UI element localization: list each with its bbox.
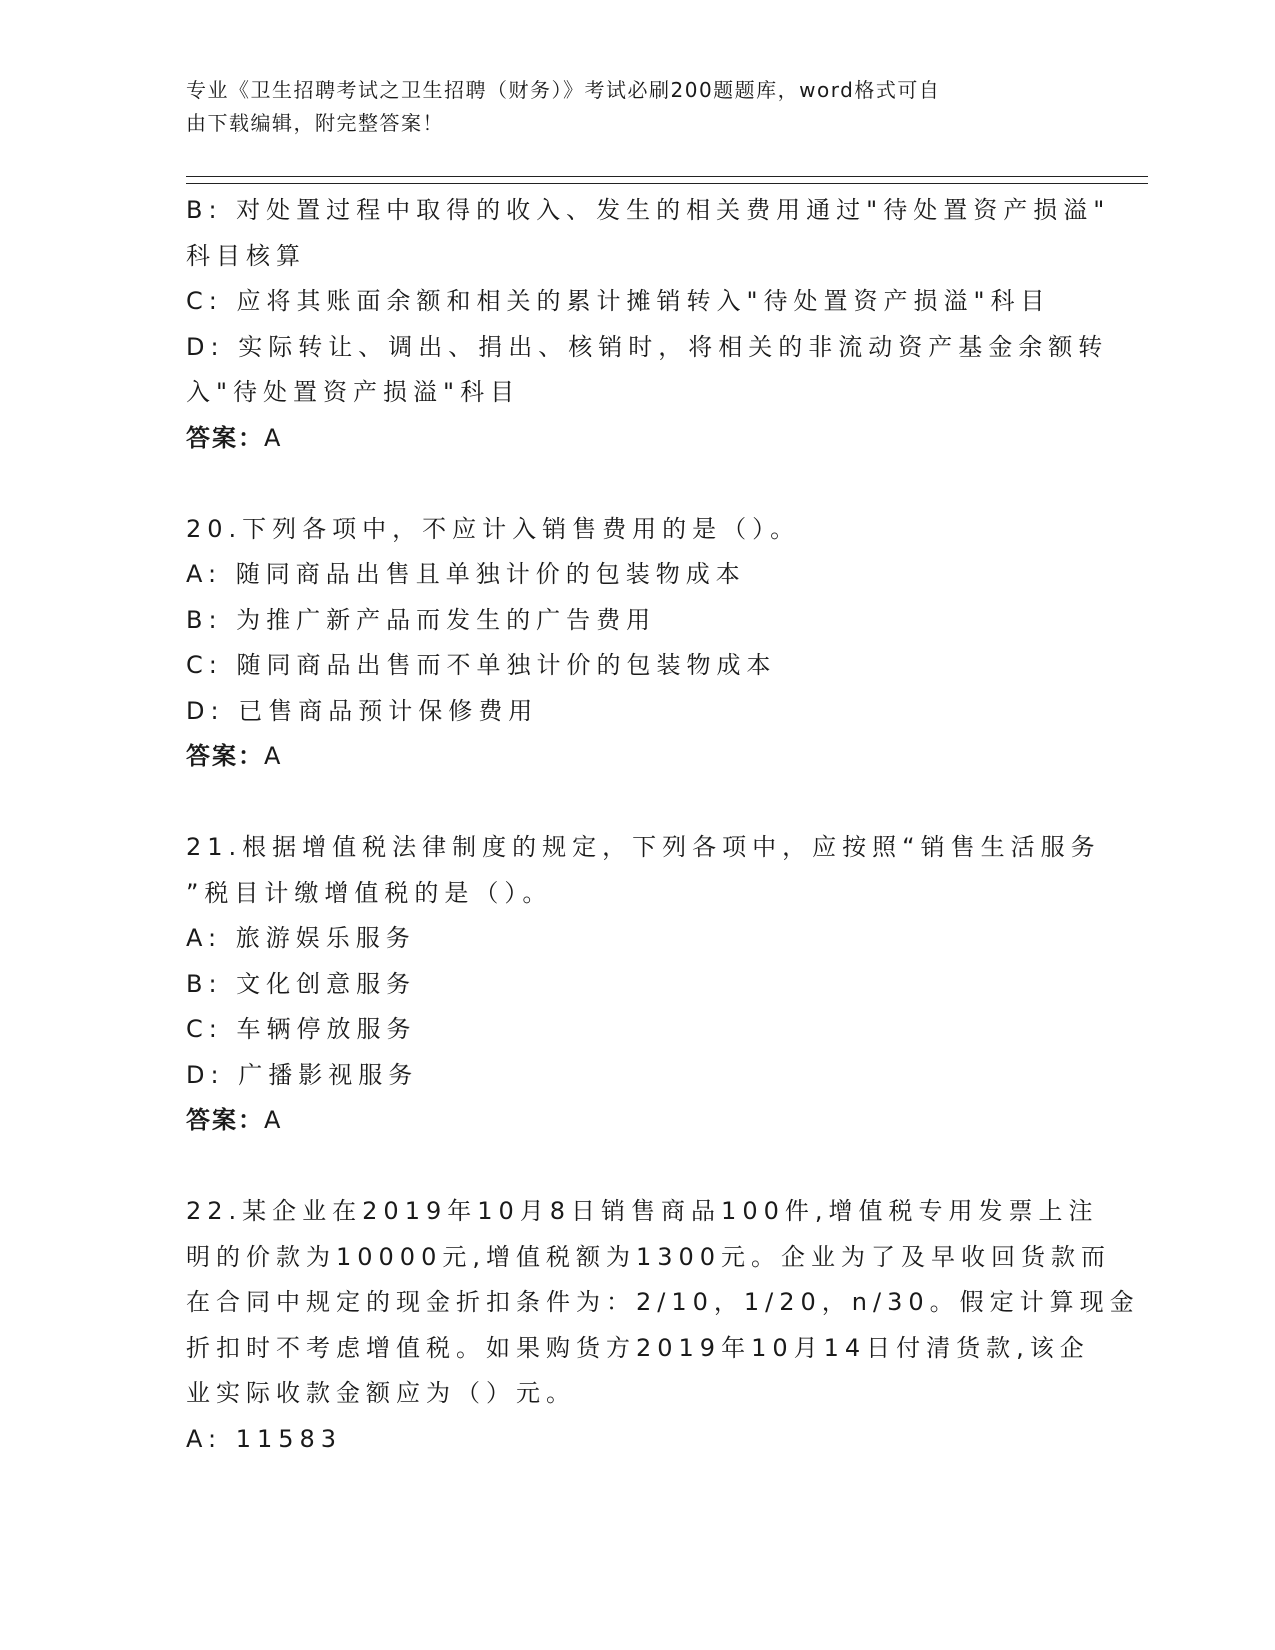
- question-stem: 22.某企业在2019年10月8日销售商品100件,增值税专用发票上注: [186, 1197, 1099, 1225]
- option-d-continued: 入"待处置资产损溢"科目: [186, 378, 521, 406]
- header-rule-top: [186, 176, 1148, 177]
- question-22: [186, 1189, 1140, 1462]
- question-stem: 21.根据增值税法律制度的规定，下列各项中，应按照“销售生活服务: [186, 833, 1101, 861]
- answer-label: 答案：: [186, 423, 264, 452]
- answer-label: 答案：: [186, 742, 264, 770]
- question-stem-continued: 在合同中规定的现金折扣条件为：2/10，1/20，n/30。假定计算现金: [186, 1288, 1140, 1316]
- answer-line: [186, 734, 1086, 780]
- option-b: B: 为推广新产品而发生的广告费用: [186, 605, 657, 634]
- answer-label: 答案：: [186, 1106, 264, 1134]
- question-stem: 20.下列各项中，不应计入销售费用的是（）。: [186, 514, 801, 543]
- document-body: [186, 188, 1140, 1462]
- option-c: C: 车辆停放服务: [186, 1015, 417, 1043]
- question-19-continued: [186, 188, 1111, 461]
- header-line-1: 专业《卫生招聘考试之卫生招聘（财务）》考试必刷200题题库，word格式可自: [186, 78, 941, 102]
- option-d: D: 广播影视服务: [186, 1060, 419, 1089]
- option-d: D: 已售商品预计保修费用: [186, 696, 539, 725]
- option-c: C: 随同商品出售而不单独计价的包装物成本: [186, 651, 777, 679]
- option-b: B: 对处置过程中取得的收入、发生的相关费用通过"待处置资产损溢": [186, 196, 1111, 224]
- answer-value: A: [264, 423, 283, 452]
- option-d: D: 实际转让、调出、捐出、核销时，将相关的非流动资产基金余额转: [186, 332, 1109, 361]
- option-a: A: 旅游娱乐服务: [186, 924, 416, 952]
- question-stem-continued: ”税目计缴增值税的是（）。: [186, 878, 553, 907]
- answer-line: [186, 1098, 1086, 1144]
- answer-value: A: [264, 742, 283, 770]
- document-header: [186, 74, 1066, 140]
- option-a: A: 随同商品出售且单独计价的包装物成本: [186, 560, 746, 588]
- question-stem-continued: 业实际收款金额应为（）元。: [186, 1379, 576, 1407]
- question-stem-continued: 明的价款为10000元,增值税额为1300元。企业为了及早收回货款而: [186, 1242, 1112, 1271]
- answer-value: A: [264, 1106, 283, 1134]
- header-rule-bottom: [186, 183, 1148, 184]
- option-b: B: 文化创意服务: [186, 969, 417, 998]
- answer-line: [186, 416, 1086, 462]
- header-line-2: 由下载编辑，附完整答案！: [186, 111, 444, 135]
- question-21: [186, 825, 1101, 1144]
- question-20: [186, 507, 1086, 780]
- option-b-continued: 科目核算: [186, 241, 306, 270]
- question-stem-continued: 折扣时不考虑增值税。如果购货方2019年10月14日付清货款,该企: [186, 1333, 1090, 1362]
- option-c: C: 应将其账面余额和相关的累计摊销转入"待处置资产损溢"科目: [186, 287, 1051, 315]
- option-a: A: 11583: [186, 1424, 343, 1453]
